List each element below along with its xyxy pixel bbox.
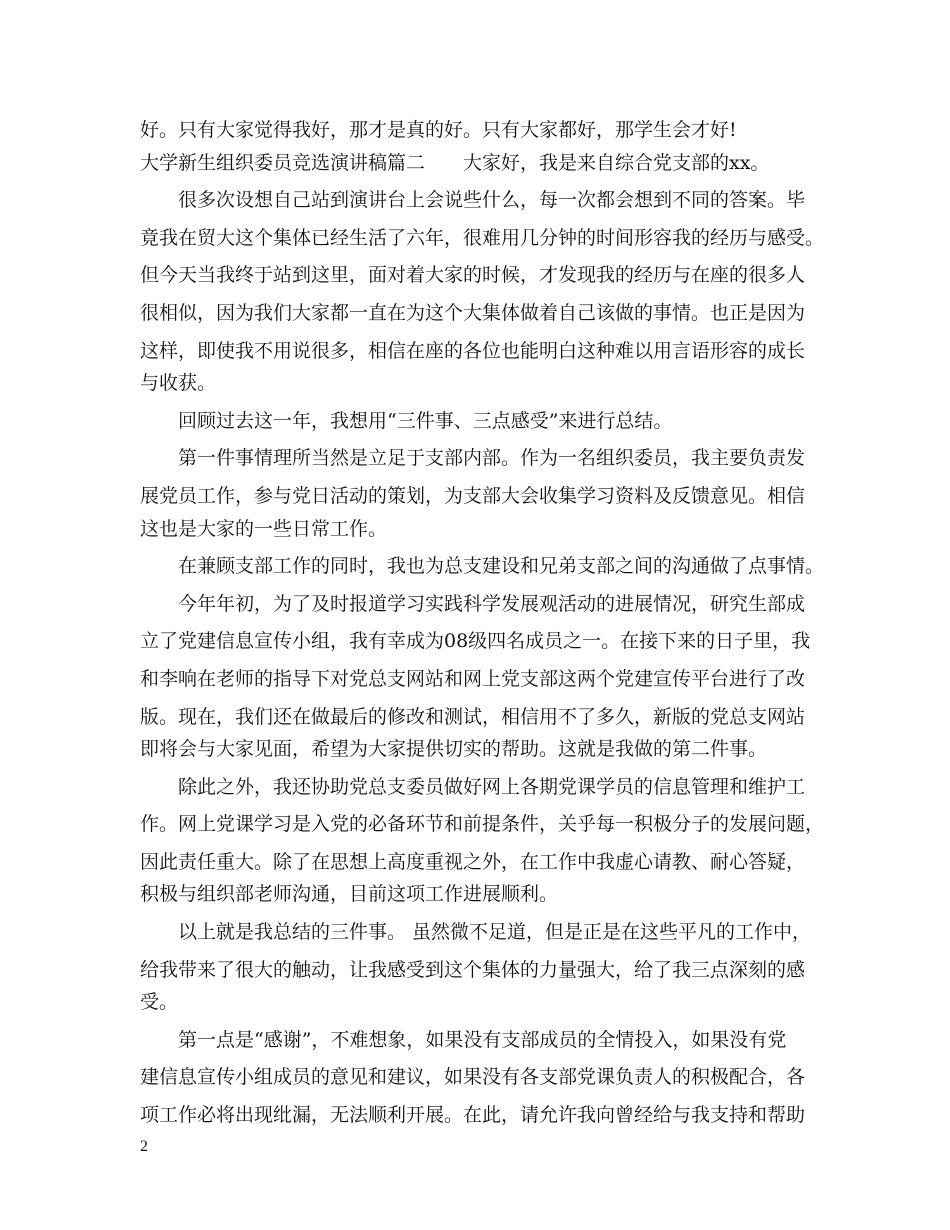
text-line: 积极与组织部老师沟通，目前这项工作进展顺利。	[140, 883, 559, 906]
text-line: 与收获。	[140, 372, 217, 395]
text-line: 很相似，因为我们大家都一直在为这个大集体做着自己该做的事情。也正是因为	[140, 301, 806, 324]
text-line: 除此之外，我还协助党总支委员做好网上各期党课学员的信息管理和维护工	[178, 775, 806, 798]
text-line: 和李响在老师的指导下对党总支网站和网上党支部这两个党建宣传平台进行了改	[140, 667, 806, 690]
text-line: 第一点是“感谢”，不难想象，如果没有支部成员的全情投入，如果没有党	[178, 1028, 787, 1051]
text-line: 大学新生组织委员竞选演讲稿篇二 大家好，我是来自综合党支部的xx。	[140, 151, 770, 174]
text-line: 建信息宣传小组成员的意见和建议，如果没有各支部党课负责人的积极配合，各	[140, 1066, 806, 1089]
text-line: 这样，即使我不用说很多，相信在座的各位也能明白这种难以用言语形容的成长	[140, 339, 806, 362]
text-line: 展党员工作，参与党日活动的策划，为支部大会收集学习资料及反馈意见。相信	[140, 484, 806, 507]
text-line: 回顾过去这一年，我想用“三件事、三点感受”来进行总结。	[178, 409, 673, 432]
text-line: 版。现在，我们还在做最后的修改和测试，相信用不了多久，新版的党总支网站	[140, 705, 806, 728]
text-line: 因此责任重大。除了在思想上高度重视之外，在工作中我虚心请教、耐心答疑，	[140, 850, 806, 873]
text-line: 作。网上党课学习是入党的必备环节和前提条件，关乎每一积极分子的发展问题，	[140, 813, 825, 836]
text-line: 在兼顾支部工作的同时，我也为总支建设和兄弟支部之间的沟通做了点事情。	[178, 555, 825, 578]
document-body	[140, 114, 825, 1132]
text-line: 但今天当我终于站到这里，面对着大家的时候，才发现我的经历与在座的很多人	[140, 264, 806, 287]
text-line: 很多次设想自己站到演讲台上会说些什么，每一次都会想到不同的答案。毕	[178, 189, 806, 212]
text-line: 竟我在贸大这个集体已经生活了六年，很难用几分钟的时间形容我的经历与感受。	[140, 226, 825, 249]
text-line: 以上就是我总结的三件事。 虽然微不足道，但是正是在这些平凡的工作中，	[178, 921, 812, 944]
text-line: 即将会与大家见面，希望为大家提供切实的帮助。这就是我做的第二件事。	[140, 738, 768, 761]
text-line: 立了党建信息宣传小组，我有幸成为08级四名成员之一。在接下来的日子里，我	[140, 630, 811, 653]
text-line: 项工作必将出现纰漏，无法顺利开展。在此，请允许我向曾经给与我支持和帮助	[140, 1104, 806, 1127]
text-line: 受。	[140, 991, 179, 1014]
text-line: 第一件事情理所当然是立足于支部内部。作为一名组织委员，我主要负责发	[178, 447, 806, 470]
text-line: 这也是大家的一些日常工作。	[140, 517, 388, 540]
page-number: 2	[140, 1138, 148, 1155]
text-line: 给我带来了很大的触动，让我感受到这个集体的力量强大，给了我三点深刻的感	[140, 958, 806, 981]
text-line: 今年年初，为了及时报道学习实践科学发展观活动的进展情况，研究生部成	[178, 592, 806, 615]
text-line: 好。只有大家觉得我好，那才是真的好。只有大家都好，那学生会才好!	[140, 119, 737, 141]
